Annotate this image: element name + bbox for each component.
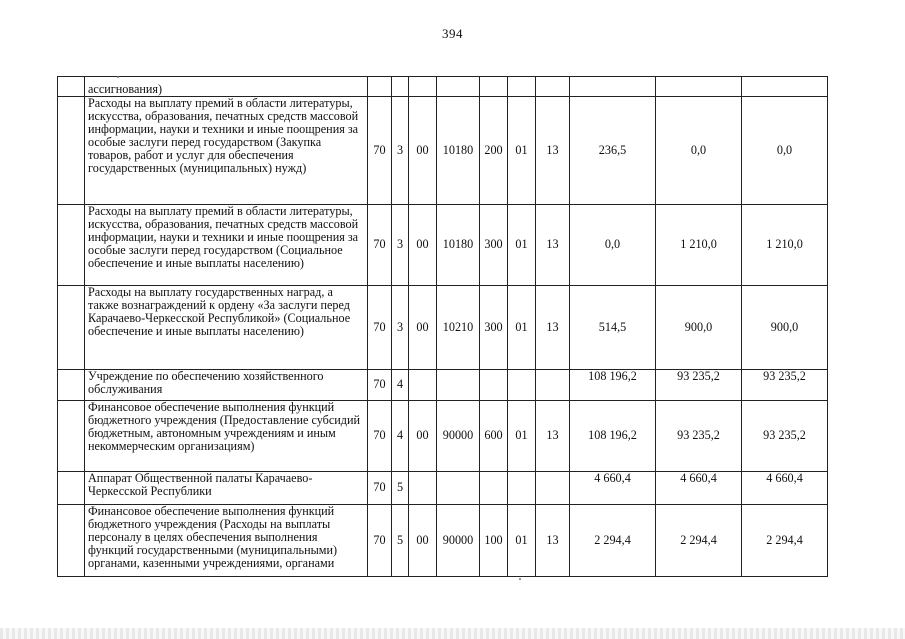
cell-value-1: 514,5 — [570, 286, 656, 370]
cell-c6: 01 — [508, 505, 536, 577]
cell-value-1: 108 196,2 — [570, 401, 656, 472]
cell-c1: 70 — [368, 370, 392, 401]
cell-c1: 70 — [368, 97, 392, 205]
cell-c3 — [409, 77, 437, 97]
row-gutter — [58, 401, 85, 472]
cell-c6 — [508, 77, 536, 97]
cell-value-1: 2 294,4 — [570, 505, 656, 577]
cell-value-2: 0,0 — [656, 97, 742, 205]
page-number: 394 — [442, 26, 463, 41]
cell-c5 — [480, 472, 508, 505]
cell-c2: 5 — [392, 505, 409, 577]
cell-c3 — [409, 370, 437, 401]
cell-c7: 13 — [536, 401, 570, 472]
cell-c2: 3 — [392, 97, 409, 205]
cell-value-3: 0,0 — [742, 97, 828, 205]
row-name: Расходы на выплату премий в области литературы, искусства, образования, печатных средств массовой информации, науки и техники и иные поощрения за особые заслуги перед государством (Закупка товаров, работ и услуг для обеспечения государственных (муниципальных) нужд) — [85, 97, 368, 205]
cell-c3: 00 — [409, 505, 437, 577]
cell-c3: 00 — [409, 97, 437, 205]
scan-edge — [0, 628, 905, 639]
table-row — [58, 472, 828, 505]
cell-value-2 — [656, 77, 742, 97]
cell-c3: 00 — [409, 205, 437, 286]
row-gutter — [58, 77, 85, 97]
budget-table — [57, 76, 828, 577]
cell-c7 — [536, 77, 570, 97]
cell-c5: 300 — [480, 205, 508, 286]
cell-c6: 01 — [508, 97, 536, 205]
row-gutter — [58, 472, 85, 505]
cell-c5: 100 — [480, 505, 508, 577]
row-gutter — [58, 97, 85, 205]
scan-speck — [117, 76, 119, 78]
cell-c2: 3 — [392, 286, 409, 370]
cell-value-2: 93 235,2 — [656, 370, 742, 401]
cell-c1: 70 — [368, 505, 392, 577]
cell-c1 — [368, 77, 392, 97]
cell-c5: 200 — [480, 97, 508, 205]
cell-value-2: 4 660,4 — [656, 472, 742, 505]
cell-value-3: 93 235,2 — [742, 370, 828, 401]
cell-value-3: 900,0 — [742, 286, 828, 370]
cell-value-3: 93 235,2 — [742, 401, 828, 472]
cell-c7: 13 — [536, 97, 570, 205]
table-row — [58, 505, 828, 577]
cell-c7: 13 — [536, 286, 570, 370]
cell-value-2: 900,0 — [656, 286, 742, 370]
table-row — [58, 97, 828, 205]
cell-value-1: 0,0 — [570, 205, 656, 286]
cell-c6 — [508, 472, 536, 505]
cell-c6: 01 — [508, 286, 536, 370]
cell-value-3: 1 210,0 — [742, 205, 828, 286]
row-gutter — [58, 370, 85, 401]
cell-c1: 70 — [368, 205, 392, 286]
cell-c2 — [392, 77, 409, 97]
cell-c4: 10210 — [437, 286, 480, 370]
table-row — [58, 370, 828, 401]
cell-c3 — [409, 472, 437, 505]
cell-c5: 300 — [480, 286, 508, 370]
cell-c4: 10180 — [437, 205, 480, 286]
cell-c1: 70 — [368, 401, 392, 472]
table-row — [58, 286, 828, 370]
cell-c2: 3 — [392, 205, 409, 286]
cell-c5: 600 — [480, 401, 508, 472]
cell-c2: 4 — [392, 401, 409, 472]
cell-c2: 5 — [392, 472, 409, 505]
cell-value-1: 108 196,2 — [570, 370, 656, 401]
row-gutter — [58, 205, 85, 286]
cell-c4: 90000 — [437, 401, 480, 472]
row-gutter — [58, 286, 85, 370]
cell-c4 — [437, 472, 480, 505]
cell-c6 — [508, 370, 536, 401]
cell-value-2: 93 235,2 — [656, 401, 742, 472]
cell-c4: 90000 — [437, 505, 480, 577]
cell-c4 — [437, 370, 480, 401]
row-name: Расходы на выплату премий в области литературы, искусства, образования, печатных средств массовой информации, науки и техники и иные поощрения за особые заслуги перед государством (Социальное обеспечение и иные выплаты населению) — [85, 205, 368, 286]
cell-c2: 4 — [392, 370, 409, 401]
table-row — [58, 77, 828, 97]
cell-value-2: 1 210,0 — [656, 205, 742, 286]
cell-c7 — [536, 370, 570, 401]
cell-c4: 10180 — [437, 97, 480, 205]
row-name: Финансовое обеспечение выполнения функций бюджетного учреждения (Предоставление субсидий бюджетным, автономным учреждениям и иным некоммерческим организациям) — [85, 401, 368, 472]
cell-c6: 01 — [508, 205, 536, 286]
cell-c5 — [480, 77, 508, 97]
cell-c7: 13 — [536, 205, 570, 286]
scan-speck — [519, 578, 521, 580]
cell-value-1: 4 660,4 — [570, 472, 656, 505]
cell-value-3: 2 294,4 — [742, 505, 828, 577]
cell-value-1 — [570, 77, 656, 97]
cell-c7 — [536, 472, 570, 505]
table-row — [58, 401, 828, 472]
cell-value-1: 236,5 — [570, 97, 656, 205]
row-name: Учреждение по обеспечению хозяйственного обслуживания — [85, 370, 368, 401]
row-gutter — [58, 505, 85, 577]
cell-c7: 13 — [536, 505, 570, 577]
cell-c1: 70 — [368, 286, 392, 370]
row-name: Аппарат Общественной палаты Карачаево-Черкесской Республики — [85, 472, 368, 505]
cell-c1: 70 — [368, 472, 392, 505]
row-name: Расходы на выплату государственных наград, а также вознаграждений к ордену «За заслуги перед Карачаево-Черкесской Республикой» (Социальное обеспечение и иные выплаты населению) — [85, 286, 368, 370]
row-name: Финансовое обеспечение выполнения функций бюджетного учреждения (Расходы на выплаты персоналу в целях обеспечения выполнения функций государственными (муниципальными) органами, казенными учреждениями, органами — [85, 505, 368, 577]
cell-value-2: 2 294,4 — [656, 505, 742, 577]
cell-c4 — [437, 77, 480, 97]
row-name: ассигнования) — [85, 77, 368, 97]
cell-value-3: 4 660,4 — [742, 472, 828, 505]
cell-c3: 00 — [409, 401, 437, 472]
cell-value-3 — [742, 77, 828, 97]
table-row — [58, 205, 828, 286]
cell-c5 — [480, 370, 508, 401]
cell-c3: 00 — [409, 286, 437, 370]
cell-c6: 01 — [508, 401, 536, 472]
